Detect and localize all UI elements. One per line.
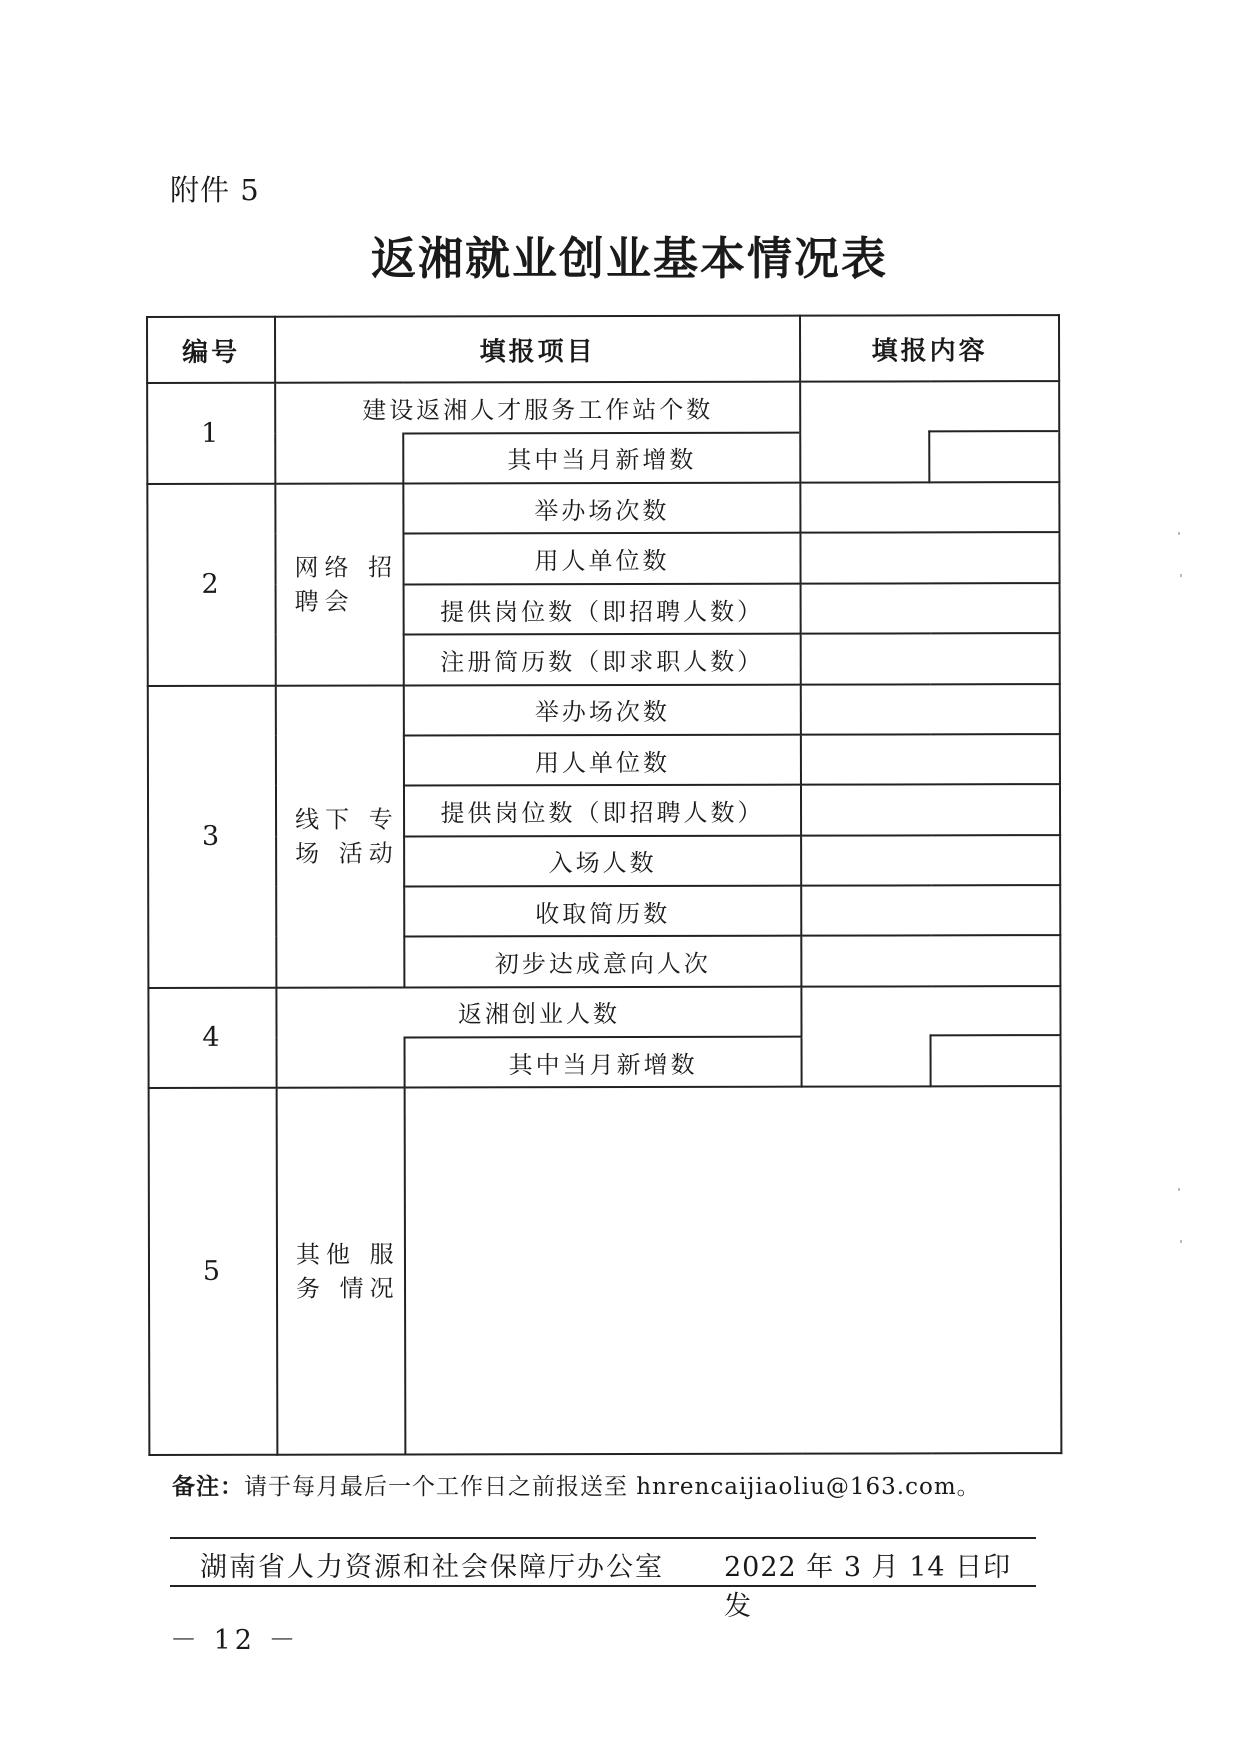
group-label: 线下 专场 活动 (276, 685, 405, 987)
table-row (147, 482, 1059, 534)
row-main-label: 建设返湘人才服务工作站个数 (275, 382, 800, 433)
item-label: 举办场次数 (403, 483, 800, 534)
item-label: 用人单位数 (403, 533, 800, 584)
group-label: 其他 服务 情况 (277, 1088, 406, 1455)
note-label: 备注： (172, 1473, 244, 1500)
row-sub-label: 其中当月新增数 (403, 432, 800, 483)
content-cell[interactable] (801, 684, 1060, 735)
row-main-label: 返湘创业人数 (276, 986, 801, 1037)
content-cell-large[interactable] (405, 1086, 1062, 1454)
issuer-footer (170, 1537, 1036, 1622)
attachment-label: 附件 5 (170, 173, 260, 207)
row-sub-label: 其中当月新增数 (405, 1037, 802, 1088)
table-row (147, 382, 1059, 434)
content-cell[interactable] (800, 482, 1059, 533)
content-cell[interactable] (801, 633, 1060, 684)
content-cell[interactable] (801, 835, 1060, 886)
scan-speck (1180, 1240, 1182, 1243)
item-label: 入场人数 (404, 835, 801, 886)
note-text: 请于每月最后一个工作日之前报送至 hnrencaijiaoliu@163.com。 (244, 1474, 981, 1500)
content-cell[interactable] (801, 986, 1060, 1087)
content-cell[interactable] (801, 885, 1060, 936)
item-label: 初步达成意向人次 (404, 936, 801, 987)
page-number: － 12 － (170, 1625, 300, 1656)
form-table (146, 314, 1062, 1456)
page-title: 返湘就业创业基本情况表 (370, 232, 888, 285)
row-number: 5 (149, 1088, 278, 1455)
group-label: 网络 招聘会 (275, 484, 403, 686)
table-row (148, 986, 1060, 1038)
issuer-organization: 湖南省人力资源和社会保障厅办公室 (200, 1552, 664, 1583)
content-cell[interactable] (801, 734, 1060, 785)
item-label: 注册简历数（即求职人数） (404, 634, 801, 685)
content-cell[interactable] (800, 533, 1059, 584)
row-number: 4 (148, 987, 276, 1088)
row-number: 1 (147, 383, 275, 484)
item-label: 用人单位数 (404, 734, 801, 785)
item-label: 举办场次数 (404, 684, 801, 735)
table-row (148, 684, 1060, 736)
table-header-row (147, 315, 1059, 383)
content-cell[interactable] (801, 583, 1060, 634)
header-item: 填报项目 (275, 316, 800, 384)
scan-speck (1178, 1188, 1180, 1191)
row-number: 2 (147, 484, 275, 686)
item-label: 提供岗位数（即招聘人数） (404, 583, 801, 634)
header-content: 填报内容 (800, 315, 1059, 382)
item-label: 提供岗位数（即招聘人数） (404, 785, 801, 836)
note (172, 1468, 981, 1501)
table-row (149, 1086, 1062, 1455)
scan-speck (1178, 532, 1180, 535)
content-sub-box[interactable] (928, 430, 1058, 483)
row-number: 3 (148, 685, 277, 987)
issue-date: 2022 年 3 月 14 日印发 (724, 1552, 1012, 1622)
content-cell[interactable] (801, 935, 1060, 986)
content-cell[interactable] (801, 784, 1060, 835)
item-label: 收取简历数 (404, 886, 801, 937)
content-sub-box[interactable] (930, 1034, 1060, 1087)
header-no: 编号 (147, 317, 275, 384)
scan-speck (1180, 574, 1182, 577)
content-cell[interactable] (800, 382, 1059, 483)
